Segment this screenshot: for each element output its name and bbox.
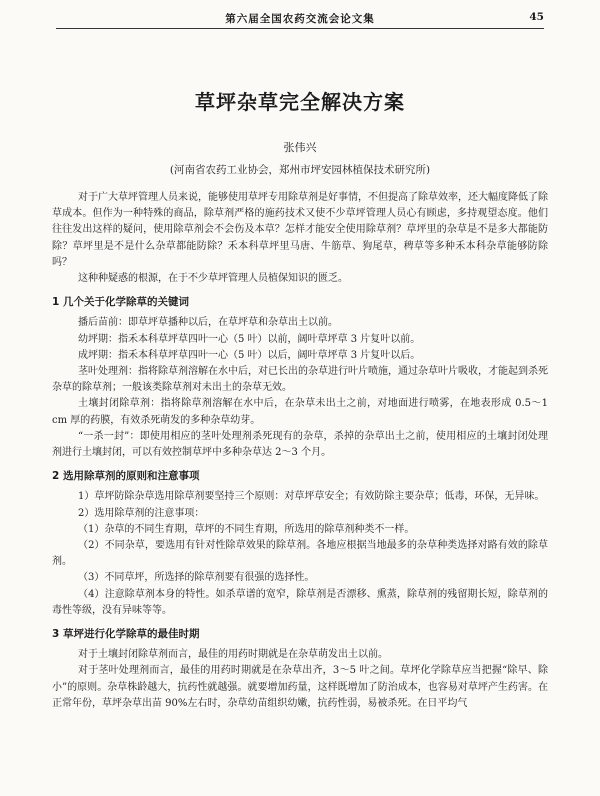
term-kill-and-seal: “一杀一封”：即使用相应的茎叶处理剂杀死现有的杂草，杀掉的杂草出土之前，使用相应的土壤封闭处理剂进行土壤封闭，可以有效控制草坪中多种杂草达 2～3 个月。 — [52, 430, 548, 459]
article-title: 草坪杂草完全解决方案 — [195, 90, 405, 114]
section-2-heading: 2 选用除草剂的原则和注意事项 — [52, 470, 200, 483]
principles-item: 1）草坪防除杂草选用除草剂要坚持三个原则：对草坪草安全；有效防除主要杂草；低毒，环保，无异味。 — [78, 491, 545, 503]
section-3-paragraph-1: 对于土壤封闭除草剂而言，最佳的用药时期就是在杂草萌发出土以前。 — [78, 649, 388, 661]
precaution-note-1: （1）杂草的不同生育期，草坪的不同生育期，所选用的除草剂种类不一样。 — [78, 523, 415, 535]
term-sowing-pre-emergence: 播后苗前：即草坪草播种以后，在草坪草和杂草出土以前。 — [78, 317, 338, 329]
intro-paragraph-1: 对于广大草坪管理人员来说，能够使用草坪专用除草剂是好事情，不但提高了除草效率，还大幅度降低了除草成本。但作为一种特殊的商品，除草剂严格的施药技术又使不少草坪管理人员心有顾虑，多持观望态度。他们往往发出这样的疑问，使用除草剂会不会伤及本草？怎样才能安全使用除草剂？草坪里的杂草是不是多大都能防除？草坪里是不是什么杂草都能防除？禾本科草坪里马唐、牛筋草、狗尾草，稗草等多种禾本科杂草能够防除吗？ — [52, 192, 548, 268]
term-mature-turf: 成坪期：指禾本科草坪草四叶一心（5 叶）以后，阔叶草坪草 3 片复叶以后。 — [78, 349, 421, 361]
precaution-note-2: （2）不同杂草，要选用有针对性除草效果的除草剂。各地应根据当地最多的杂草种类选择对路有效的除草剂。 — [52, 540, 548, 568]
running-header — [56, 10, 544, 29]
running-title: 第六届全国农药交流会论文集 — [225, 13, 375, 25]
precaution-note-3: （3）不同草坪，所选择的除草剂要有很强的选择性。 — [78, 572, 315, 584]
section-1-heading: 1 几个关于化学除草的关键词 — [52, 296, 189, 309]
term-young-turf: 幼坪期：指禾本科草坪草四叶一心（5 叶）以前，阔叶草坪草 3 片复叶以前。 — [78, 333, 421, 345]
term-soil-sealing-herbicide: 土壤封闭除草剂：指将除草剂溶解在水中后，在杂草未出土之前，对地面进行喷雾，在地表形成 0.5～1 cm 厚的药膜，有效杀死萌发的多种杂草幼芽。 — [52, 398, 548, 426]
precautions-item: 2）选用除草剂的注意事项： — [78, 507, 205, 519]
precaution-note-4: （4）注意除草剂本身的特性。如杀草谱的宽窄，除草剂是否漂移、熏蒸，除草剂的残留期长短，除草剂的毒性等级，没有异味等等。 — [52, 588, 548, 616]
article-body — [52, 190, 548, 712]
section-3-paragraph-2: 对于茎叶处理剂而言，最佳的用药时期就是在杂草出齐，3～5 叶之间。草坪化学除草应当把握“除早、除小”的原则。杂草株龄越大，抗药性就越强。就要增加药量，这样既增加了防治成本，也容易对草坪产生药害。在正常年份，草坪杂草出苗 90%左右时，杂草幼苗组织幼嫩，抗药性弱，易被杀死。在日平均气 — [52, 665, 548, 709]
article-author: 张伟兴 — [283, 141, 317, 154]
section-3-heading: 3 草坪进行化学除草的最佳时期 — [52, 628, 200, 641]
page-number: 45 — [529, 11, 544, 23]
term-foliar-herbicide: 茎叶处理剂：指将除草剂溶解在水中后，对已长出的杂草进行叶片喷施，通过杂草叶片吸收，才能起到杀死杂草的除草剂；一般该类除草剂对未出土的杂草无效。 — [52, 366, 548, 394]
intro-paragraph-2: 这种种疑惑的根源，在于不少草坪管理人员植保知识的匮乏。 — [78, 273, 348, 285]
article-affiliation: (河南省农药工业协会，郑州市坪安园林植保技术研究所) — [169, 164, 431, 176]
